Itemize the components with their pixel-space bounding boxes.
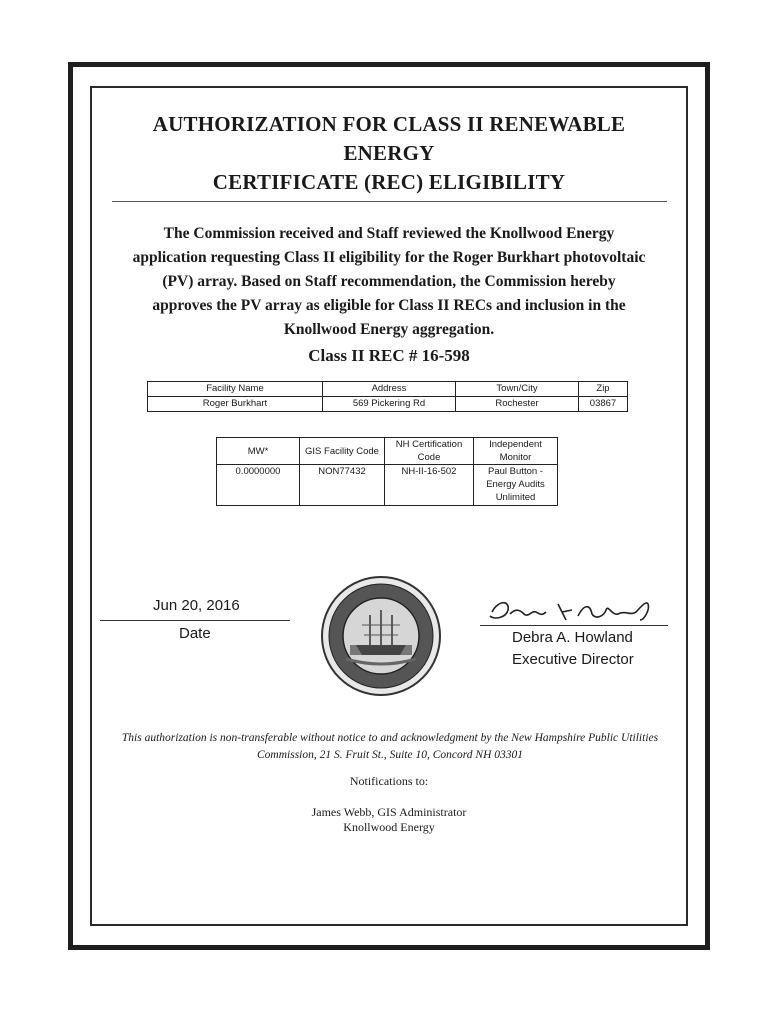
transfer-notice: This authorization is non-transferable without notice to and acknowledgment by the New Hampshire Public Utilities Commission, 21 S. Fruit St., Suite 10, Concord NH 03301 bbox=[121, 732, 659, 761]
certificate-title bbox=[90, 110, 688, 197]
cell-gis-facility-code: NON77432 bbox=[300, 465, 385, 506]
date-value: Jun 20, 2016 bbox=[153, 597, 240, 614]
paragraph-line: approves the PV array as eligible for Class II RECs and inclusion in the bbox=[152, 297, 626, 314]
state-seal-icon bbox=[320, 575, 442, 697]
table-row bbox=[217, 465, 558, 506]
rec-number: Class II REC # 16-598 bbox=[308, 346, 470, 365]
cell-independent-monitor: Paul Button - Energy Audits Unlimited bbox=[474, 465, 558, 506]
signer-title: Executive Director bbox=[512, 651, 634, 668]
header-facility-name: Facility Name bbox=[148, 382, 323, 397]
inner-border bbox=[90, 86, 688, 926]
title-divider bbox=[112, 201, 667, 202]
cell-address: 569 Pickering Rd bbox=[323, 397, 456, 412]
cell-nh-certification-code: NH-II-16-502 bbox=[385, 465, 474, 506]
table-header-row bbox=[217, 438, 558, 465]
cell-town-city: Rochester bbox=[456, 397, 579, 412]
title-line-2: ENERGY bbox=[343, 141, 435, 165]
paragraph-line: application requesting Class II eligibility for the Roger Burkhart photovoltaic bbox=[132, 249, 646, 266]
notification-recipient: James Webb, GIS Administrator bbox=[311, 805, 467, 819]
header-independent-monitor: Independent Monitor bbox=[474, 438, 558, 465]
signature-line bbox=[480, 625, 668, 626]
signature-icon bbox=[480, 590, 670, 630]
date-line bbox=[100, 620, 290, 621]
paragraph-line: The Commission received and Staff reviewed the Knollwood Energy bbox=[163, 225, 615, 242]
header-gis-facility-code: GIS Facility Code bbox=[300, 438, 385, 465]
notifications-heading: Notifications to: bbox=[349, 774, 429, 788]
header-mw: MW* bbox=[217, 438, 300, 465]
title-line-3: CERTIFICATE (REC) ELIGIBILITY bbox=[212, 170, 566, 194]
paragraph-line: Knollwood Energy aggregation. bbox=[283, 321, 495, 338]
facility-table bbox=[147, 381, 628, 412]
table-header-row bbox=[148, 382, 628, 397]
paragraph-line: (PV) array. Based on Staff recommendation, the Commission hereby bbox=[162, 273, 616, 290]
signer-name: Debra A. Howland bbox=[512, 629, 633, 646]
cell-facility-name: Roger Burkhart bbox=[148, 397, 323, 412]
cell-mw: 0.0000000 bbox=[217, 465, 300, 506]
table-row bbox=[148, 397, 628, 412]
authorization-paragraph bbox=[108, 222, 670, 342]
notification-recipient: Knollwood Energy bbox=[343, 820, 435, 834]
header-nh-certification-code: NH Certification Code bbox=[385, 438, 474, 465]
title-line-1: AUTHORIZATION FOR CLASS II RENEWABLE bbox=[152, 112, 626, 136]
header-zip: Zip bbox=[579, 382, 628, 397]
header-address: Address bbox=[323, 382, 456, 397]
header-town-city: Town/City bbox=[456, 382, 579, 397]
cell-zip: 03867 bbox=[579, 397, 628, 412]
date-label: Date bbox=[179, 625, 211, 642]
facility-details-table bbox=[216, 437, 558, 506]
